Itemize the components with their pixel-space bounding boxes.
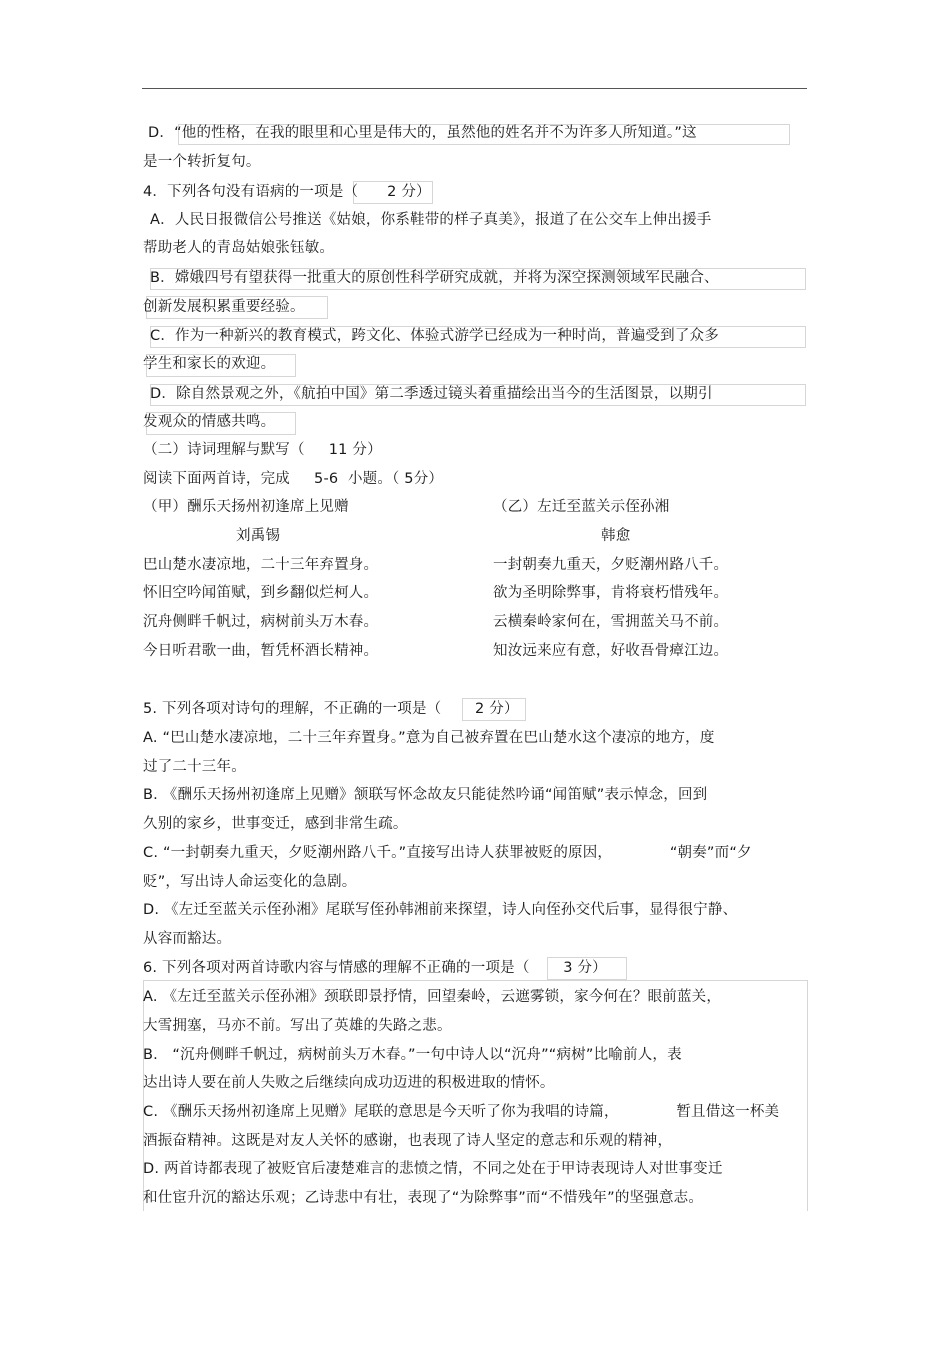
text-line: 大雪拥塞，马亦不前。写出了英雄的失路之悲。 [143,1018,452,1034]
text-line: 过了二十三年。 [143,759,246,775]
text-line: 巴山楚水凄凉地，二十三年弃置身。 [143,557,379,573]
text-line: 帮助老人的青岛姑娘张钰敏。 [143,240,335,256]
text-line: 发观众的情感共鸣。 [143,414,276,430]
text-line: 今日听君歌一曲，暂凭杯酒长精神。 [143,643,379,659]
text-line: 学生和家长的欢迎。 [143,356,276,372]
text-line: 阅读下面两首诗，完成 5-6 小题。（ 5分） [143,471,444,487]
text-line: 久别的家乡，世事变迁，感到非常生疏。 [143,816,408,832]
text-line: D. 《左迁至蓝关示侄孙湘》尾联写侄孙韩湘前来探望，诗人向侄孙交代后事，显得很宁静、 [143,902,738,918]
text-line: 韩愈 [601,528,631,544]
text-line: D．除自然景观之外，《航拍中国》第二季透过镜头着重描绘出当今的生活图景，以期引 [150,386,713,402]
text-line: 达出诗人要在前人失败之后继续向成功迈进的积极进取的情怀。 [143,1075,555,1091]
text-line: C．作为一种新兴的教育模式，跨文化、体验式游学已经成为一种时尚，普遍受到了众多 [150,328,719,344]
text-line: 知汝远来应有意，好收吾骨瘴江边。 [493,643,729,659]
text-line: 是一个转折复句。 [143,154,261,170]
text-line: 贬”，写出诗人命运变化的急剧。 [143,874,357,890]
text-line: 酒振奋精神。这既是对友人关怀的感谢，也表现了诗人坚定的意志和乐观的精神， [143,1133,673,1149]
text-line: 刘禹锡 [236,528,281,544]
text-line: 创新发展积累重要经验。 [143,299,305,315]
text-line: B．嫦娥四号有望获得一批重大的原创性科学研究成就，并将为深空探测领域军民融合、 [150,270,719,286]
text-line: （乙）左迁至蓝关示侄孙湘 [493,499,670,515]
text-line: 怀旧空吟闻笛赋，到乡翻似烂柯人。 [143,585,379,601]
text-line: C. 《酬乐天扬州初逢席上见赠》尾联的意思是今天听了你为我唱的诗篇， 暂且借这一杯美 [143,1104,780,1120]
text-line: A. “巴山楚水凄凉地，二十三年弃置身。”意为自己被弃置在巴山楚水这个凄凉的地方，度 [143,730,715,746]
text-line: （甲）酬乐天扬州初逢席上见赠 [143,499,349,515]
text-line: A. 《左迁至蓝关示侄孙湘》颈联即景抒情，回望秦岭，云遮雾锁，家今何在？眼前蓝关， [143,989,722,1005]
text-line: 欲为圣明除弊事，肯将衰朽惜残年。 [493,585,729,601]
text-line: 5. 下列各项对诗句的理解，不正确的一项是（ 2 分） [143,701,519,717]
text-line: 沉舟侧畔千帆过，病树前头万木春。 [143,614,379,630]
text-line: A．人民日报微信公号推送《姑娘，你系鞋带的样子真美》，报道了在公交车上伸出援手 [150,212,712,228]
header-rule [142,88,807,89]
text-line: 4．下列各句没有语病的一项是（ 2 分） [143,184,431,200]
text-line: B. 《酬乐天扬州初逢席上见赠》颔联写怀念故友只能徒然吟诵“闻笛赋”表示悼念，回到 [143,787,708,803]
text-line: （二）诗词理解与默写（ 11 分） [143,442,382,458]
text-line: 从容而豁达。 [143,931,232,947]
text-line: D．“他的性格，在我的眼里和心里是伟大的，虽然他的姓名并不为许多人所知道。”这 [148,125,697,141]
text-line: C. “一封朝奏九重天，夕贬潮州路八千。”直接写出诗人获罪被贬的原因， “朝奏”而“夕 [143,845,752,861]
text-line: 6. 下列各项对两首诗歌内容与情感的理解不正确的一项是（ 3 分） [143,960,607,976]
text-line: 和仕宦升沉的豁达乐观；乙诗悲中有壮，表现了“为除弊事”而“不惜残年”的坚强意志。 [143,1190,704,1206]
text-line: 云横秦岭家何在，雪拥蓝关马不前。 [493,614,729,630]
text-line: 一封朝奏九重天，夕贬潮州路八千。 [493,557,729,573]
text-line: B. “沉舟侧畔千帆过，病树前头万木春。”一句中诗人以“沉舟”“病树”比喻前人，表 [143,1047,682,1063]
text-line: D. 两首诗都表现了被贬官后凄楚难言的悲愤之情，不同之处在于甲诗表现诗人对世事变迁 [143,1161,723,1177]
